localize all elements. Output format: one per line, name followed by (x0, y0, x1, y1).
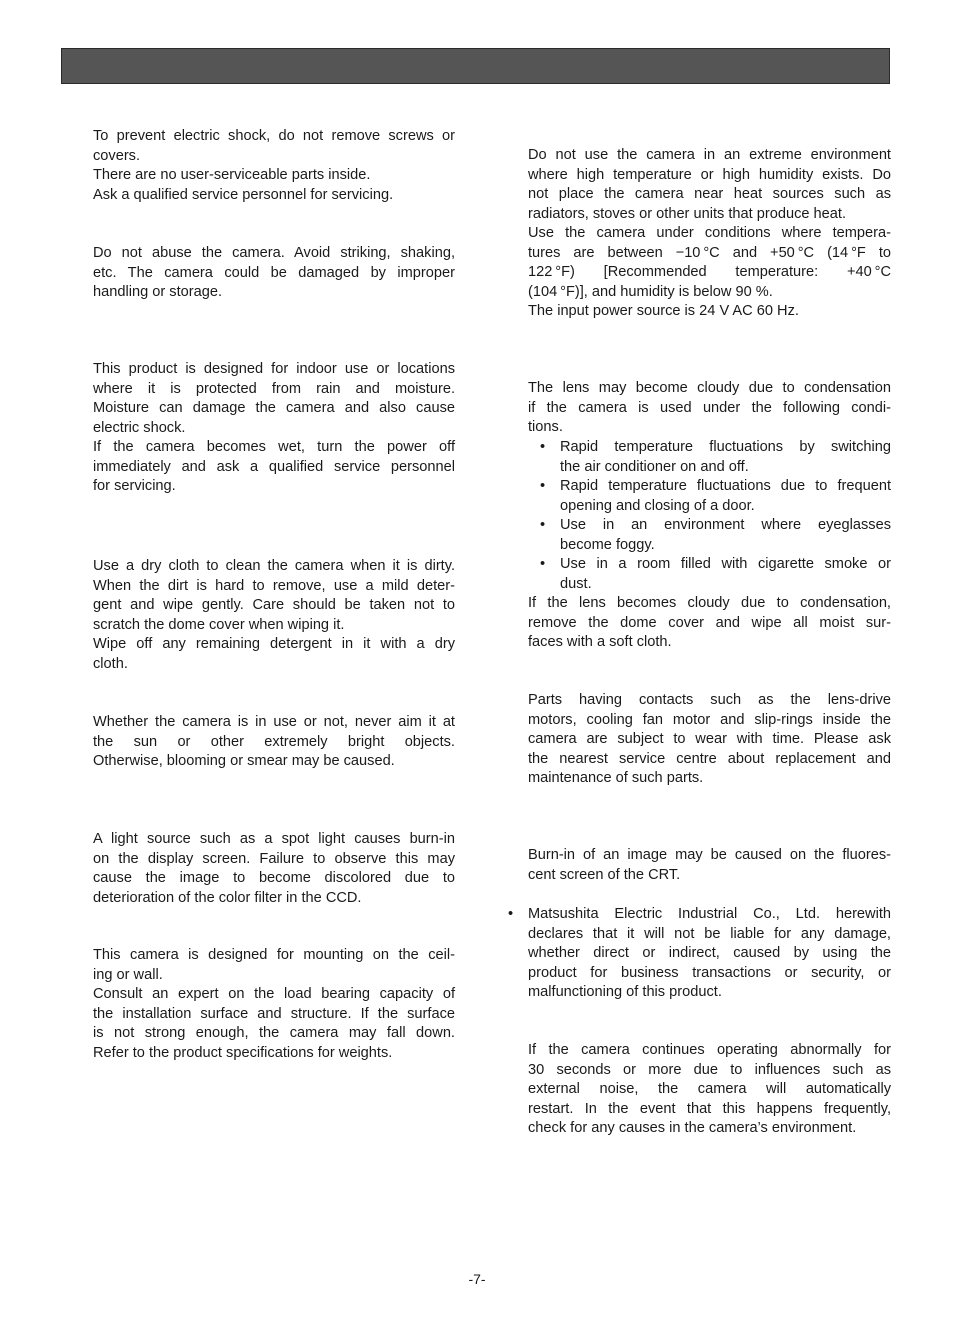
text-line: if the camera is used under the following condi- (528, 399, 891, 416)
text-line: Use in a room filled with cigarette smoke or (560, 556, 891, 572)
text-line: Rapid temperature fluctuations due to frequent (560, 478, 891, 494)
text-line: The input power source is 24 V AC 60 Hz. (528, 303, 799, 319)
text-line: (104 °F)], and humidity is below 90 %. (528, 283, 773, 300)
text-line: Whether the camera is in use or not, never aim it at (93, 714, 455, 730)
text-line: camera are subject to wear with time. Please ask (528, 731, 891, 747)
text-line: declares that it will not be liable for any damage, (528, 925, 891, 942)
paragraph-crt-burn-in (528, 846, 891, 885)
text-line: A light source such as a spot light causes burn-in (93, 831, 455, 847)
text-line: 30 seconds or more due to influences such as (528, 1061, 891, 1078)
text-line: is not strong enough, the camera may fall down. (93, 1025, 455, 1041)
text-line: covers. (93, 147, 141, 164)
text-line: Consult an expert on the load bearing capacity of (93, 986, 455, 1002)
text-line: restart. In the event that this happens frequently, (528, 1100, 891, 1117)
text-line: Use a dry cloth to clean the camera when it is dirty. (93, 558, 455, 574)
text-line: electric shock. (93, 419, 186, 436)
text-line: dust. (560, 575, 592, 592)
text-line: Wipe off any remaining detergent in it with a dry (93, 636, 455, 652)
text-line: When the dirt is hard to remove, use a mild deter- (93, 577, 455, 594)
text-line: check for any causes in the camera’s environment. (528, 1120, 857, 1136)
text-line: Do not use the camera in an extreme environment (528, 147, 891, 163)
paragraph-condensation (528, 379, 891, 438)
text-line: radiators, stoves or other units that produce heat. (528, 205, 846, 222)
list-item (560, 438, 891, 477)
text-line: remove the dome cover and wipe all moist sur- (528, 614, 891, 631)
bullet-icon: • (540, 478, 546, 494)
list-item (560, 555, 891, 594)
text-line: cent screen of the CRT. (528, 866, 681, 883)
text-line: Refer to the product specifications for weights. (93, 1044, 393, 1061)
text-line: etc. The camera could be damaged by improper (93, 264, 455, 281)
text-line: the sun or other extremely bright objects. (93, 733, 455, 750)
text-line: handling or storage. (93, 284, 222, 300)
text-line: motors, cooling fan motor and slip-rings inside the (528, 711, 891, 728)
text-line: external noise, the camera will automatically (528, 1081, 891, 1097)
text-line: Moisture can damage the camera and also cause (93, 400, 455, 416)
text-line: Matsushita Electric Industrial Co., Ltd. herewith (528, 906, 891, 922)
text-line: malfunctioning of this product. (528, 984, 722, 1000)
text-line: Otherwise, blooming or smear may be caused. (93, 753, 395, 769)
text-line: This product is designed for indoor use or locations (93, 361, 455, 377)
list-item (560, 516, 891, 555)
paragraph-environment (528, 146, 891, 322)
text-line: cause the image to become discolored due to (93, 870, 455, 886)
text-line: become foggy. (560, 536, 655, 553)
bullet-icon: • (540, 439, 546, 455)
text-line: ing or wall. (93, 966, 163, 983)
text-line: Use in an environment where eyeglasses (560, 517, 891, 533)
text-line: cloth. (93, 655, 128, 672)
paragraph-electric-shock (93, 127, 455, 205)
text-line: where high temperature or high humidity exists. Do (528, 166, 891, 183)
paragraph-auto-restart (528, 1041, 891, 1139)
paragraph-cleaning (93, 557, 455, 674)
text-line: product for business transactions or security, or (528, 964, 891, 981)
list-item (560, 477, 891, 516)
page-number: -7- (468, 1271, 486, 1287)
text-line: the nearest service centre about replacement and (528, 750, 891, 767)
text-line: This camera is designed for mounting on the ceil- (93, 947, 455, 963)
text-line: Rapid temperature fluctuations by switching (560, 439, 891, 455)
text-line: deterioration of the color filter in the CCD. (93, 889, 362, 906)
text-line: gent and wipe gently. Care should be taken not to (93, 597, 455, 613)
text-line: immediately and ask a qualified service personnel (93, 458, 455, 475)
text-line: If the camera continues operating abnormally for (528, 1042, 891, 1058)
paragraph-burn-in-ccd (93, 830, 455, 908)
text-line: There are no user-serviceable parts inside. (93, 167, 371, 183)
bullet-icon: • (540, 517, 546, 533)
text-line: Parts having contacts such as the lens-drive (528, 692, 891, 708)
paragraph-condensation-remedy (528, 594, 891, 653)
text-line: 122 °F) [Recommended temperature: +40 °C (528, 264, 891, 280)
text-line: Do not abuse the camera. Avoid striking, shaking, (93, 245, 455, 261)
text-line: not place the camera near heat sources such as (528, 186, 891, 202)
paragraph-indoor-use (93, 360, 455, 497)
section-header-bar (61, 48, 890, 84)
text-line: for servicing. (93, 478, 176, 494)
text-line: opening and closing of a door. (560, 497, 755, 514)
text-line: on the display screen. Failure to observe this may (93, 850, 455, 867)
paragraph-bright-objects (93, 713, 455, 772)
paragraph-handle-with-care (93, 244, 455, 303)
text-line: scratch the dome cover when wiping it. (93, 616, 345, 633)
text-line: tions. (528, 419, 563, 435)
text-line: Burn-in of an image may be caused on the fluores- (528, 847, 891, 863)
text-line: tures are between −10 °C and +50 °C (14 °F to (528, 244, 891, 261)
paragraph-disclaimer (528, 905, 891, 1003)
bullet-icon: • (540, 556, 546, 572)
text-line: whether direct or indirect, caused by using the (528, 945, 891, 961)
paragraph-mounting (93, 946, 455, 1063)
text-line: the air conditioner on and off. (560, 458, 749, 475)
bullet-icon: • (508, 906, 514, 922)
paragraph-consumable-parts (528, 691, 891, 789)
text-line: maintenance of such parts. (528, 770, 704, 786)
text-line: where it is protected from rain and moisture. (93, 380, 455, 397)
text-line: If the camera becomes wet, turn the power off (93, 439, 455, 455)
text-line: the installation surface and structure. If the surface (93, 1005, 455, 1022)
text-line: Use the camera under conditions where tempera- (528, 225, 891, 241)
text-line: faces with a soft cloth. (528, 634, 672, 650)
text-line: If the lens becomes cloudy due to condensation, (528, 595, 891, 611)
text-line: Ask a qualified service personnel for servicing. (93, 186, 394, 203)
text-line: The lens may become cloudy due to condensation (528, 380, 891, 396)
text-line: To prevent electric shock, do not remove screws or (93, 128, 455, 144)
